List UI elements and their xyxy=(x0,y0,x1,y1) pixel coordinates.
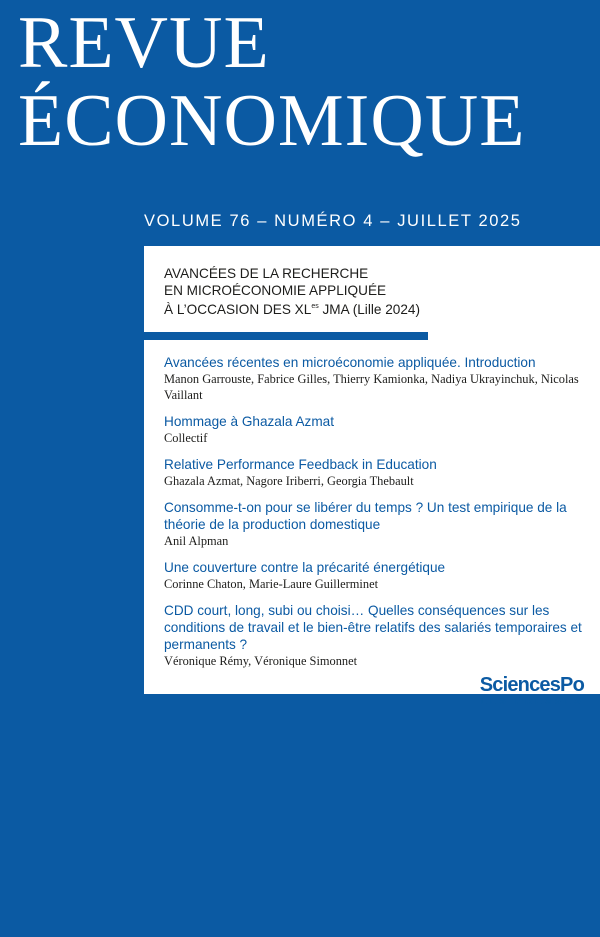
issue-info: VOLUME 76 – NUMÉRO 4 – JUILLET 2025 xyxy=(144,212,522,230)
article-list xyxy=(164,354,592,679)
article-title: Hommage à Ghazala Azmat xyxy=(164,414,335,429)
article-authors: Manon Garrouste, Fabrice Gilles, Thierry Kamionka, Nadiya Ukrayinchuk, Nicolas Vaillant xyxy=(164,372,579,402)
article-item xyxy=(164,456,592,489)
journal-title-line1: REVUE xyxy=(18,2,270,84)
theme-line3 xyxy=(164,299,420,319)
theme-line3-suffix: JMA (Lille 2024) xyxy=(318,302,420,317)
article-authors: Ghazala Azmat, Nagore Iriberri, Georgia Thebault xyxy=(164,474,414,488)
theme-line3-sup: es xyxy=(311,303,319,310)
contents-panel xyxy=(144,246,600,707)
publisher-logo-sub: LES PRESSES xyxy=(480,696,584,707)
article-title: Consomme-t-on pour se libérer du temps ? Un test empirique de la théorie de la production domestique xyxy=(164,500,567,532)
theme-line3-prefix: À L’OCCASION DES XL xyxy=(164,302,312,317)
article-title: Avancées récentes en microéconomie appliquée. Introduction xyxy=(164,355,536,370)
theme-divider-bar xyxy=(144,332,428,340)
publisher-logo-name: SciencesPo xyxy=(479,674,584,696)
theme-line2: EN MICROÉCONOMIE APPLIQUÉE xyxy=(164,282,387,298)
article-authors: Véronique Rémy, Véronique Simonnet xyxy=(164,654,358,668)
article-item xyxy=(164,559,592,592)
theme-heading xyxy=(164,266,420,319)
article-authors: Corinne Chaton, Marie-Laure Guillerminet xyxy=(164,577,379,591)
journal-title xyxy=(18,4,525,160)
theme-line1: AVANCÉES DE LA RECHERCHE xyxy=(164,266,369,281)
article-authors: Collectif xyxy=(164,431,208,445)
article-item xyxy=(164,602,592,669)
article-authors: Anil Alpman xyxy=(164,534,229,548)
article-title: Relative Performance Feedback in Education xyxy=(164,457,437,472)
publisher-logo xyxy=(480,674,584,708)
article-item xyxy=(164,354,592,403)
article-title: Une couverture contre la précarité énergétique xyxy=(164,560,446,575)
article-item xyxy=(164,499,592,549)
article-item xyxy=(164,413,592,446)
article-title: CDD court, long, subi ou choisi… Quelles conséquences sur les conditions de travail et le bien-être relatifs des salariés temporaires et permanents ? xyxy=(164,603,582,652)
journal-title-line2: ÉCONOMIQUE xyxy=(18,80,526,162)
